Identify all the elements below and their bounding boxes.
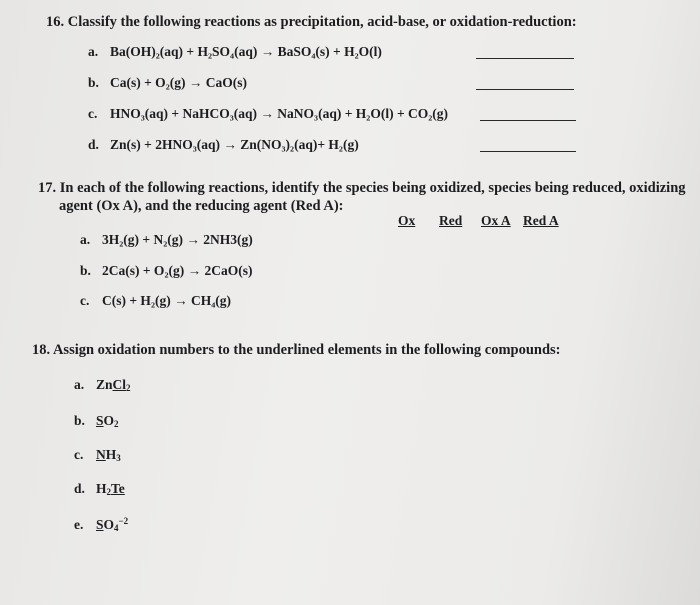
q16-answer-blank-b[interactable] [476, 89, 574, 90]
q16-prompt: Classify the following reactions as precipitation, acid-base, or oxidation-reduction: [67, 14, 577, 30]
q18-prompt: Assign oxidation numbers to the underlined elements in the following compounds: [52, 342, 561, 358]
q17-column-ox-a: Ox A [481, 213, 511, 228]
q18-underlined-element-d: Te [111, 481, 125, 496]
q18-underlined-element-e: S [96, 517, 104, 532]
q18-item-c: c. $NH_3$ [74, 447, 121, 463]
q17-prompt-line1: In each of the following reactions, identify the species being oxidized, species being reduced, oxidizing [59, 180, 686, 196]
q16-item-a: a. Ba(OH)₂(aq) + H₂SO₄(aq) → BaSO₄(s) + H₂O(l) [88, 44, 382, 59]
q18-item-a: a. ZnCl$_2$ [74, 377, 131, 393]
q17-equation-c: C(s) + H₂(g) → CH₄(g) [102, 293, 232, 308]
q17-prompt-line2: agent (Ox A), and the reducing agent (Red A): [59, 198, 344, 214]
q18-item-d: d. $H_2Te$ [74, 481, 125, 497]
q18-number: 18. [32, 342, 51, 358]
q17-column-red-a: Red A [523, 213, 559, 228]
q16-equation-b: Ca(s) + O₂(g) → CaO(s) [110, 75, 247, 90]
q16-answer-blank-c[interactable] [480, 120, 576, 121]
q18-heading [32, 342, 561, 359]
q17-heading [38, 180, 686, 197]
q17-item-b: b. 2Ca(s) + O₂(g) → 2CaO(s) [80, 263, 253, 278]
q18-underlined-element-c: N [96, 447, 106, 462]
q17-column-red: Red [439, 213, 463, 228]
q17-equation-b: 2Ca(s) + O₂(g) → 2CaO(s) [102, 263, 253, 278]
q16-item-d: d. Zn(s) + 2HNO₃(aq) → Zn(NO₃)₂(aq)+ H₂(g) [88, 137, 359, 152]
q17-item-a: a. 3H₂(g) + N₂(g) → 2NH3(g) [80, 232, 253, 247]
q16-answer-blank-a[interactable] [476, 58, 574, 59]
q17-equation-a: 3H₂(g) + N₂(g) → 2NH3(g) [102, 232, 253, 247]
q16-heading [46, 14, 577, 31]
q17-item-c: c. C(s) + H₂(g) → CH₄(g) [80, 293, 232, 308]
q16-item-c: c. HNO₃(aq) + NaHCO₃(aq) → NaNO₃(aq) + H₂O(l) + CO₂(g) [88, 106, 449, 121]
q17-number: 17. [38, 180, 57, 196]
q16-equation-d: Zn(s) + 2HNO₃(aq) → Zn(NO₃)₂(aq)+ H₂(g) [110, 137, 359, 152]
q16-answer-blank-d[interactable] [480, 151, 576, 152]
q18-underlined-element-b: S [96, 413, 104, 428]
q18-item-b: b. $SO_2$ [74, 413, 119, 429]
q18-item-e: e. $SO_4^{-2}$ [74, 516, 129, 533]
q17-column-ox: Ox [398, 213, 416, 228]
q16-equation-a: Ba(OH)₂(aq) + H₂SO₄(aq) → BaSO₄(s) + H₂O(l) [110, 44, 382, 59]
q16-number: 16. [46, 14, 65, 30]
q18-underlined-element-a: Cl [112, 377, 127, 392]
q16-equation-c: HNO₃(aq) + NaHCO₃(aq) → NaNO₃(aq) + H₂O(l) + CO₂(g) [110, 106, 449, 121]
q16-item-b: b. Ca(s) + O₂(g) → CaO(s) [88, 75, 247, 90]
